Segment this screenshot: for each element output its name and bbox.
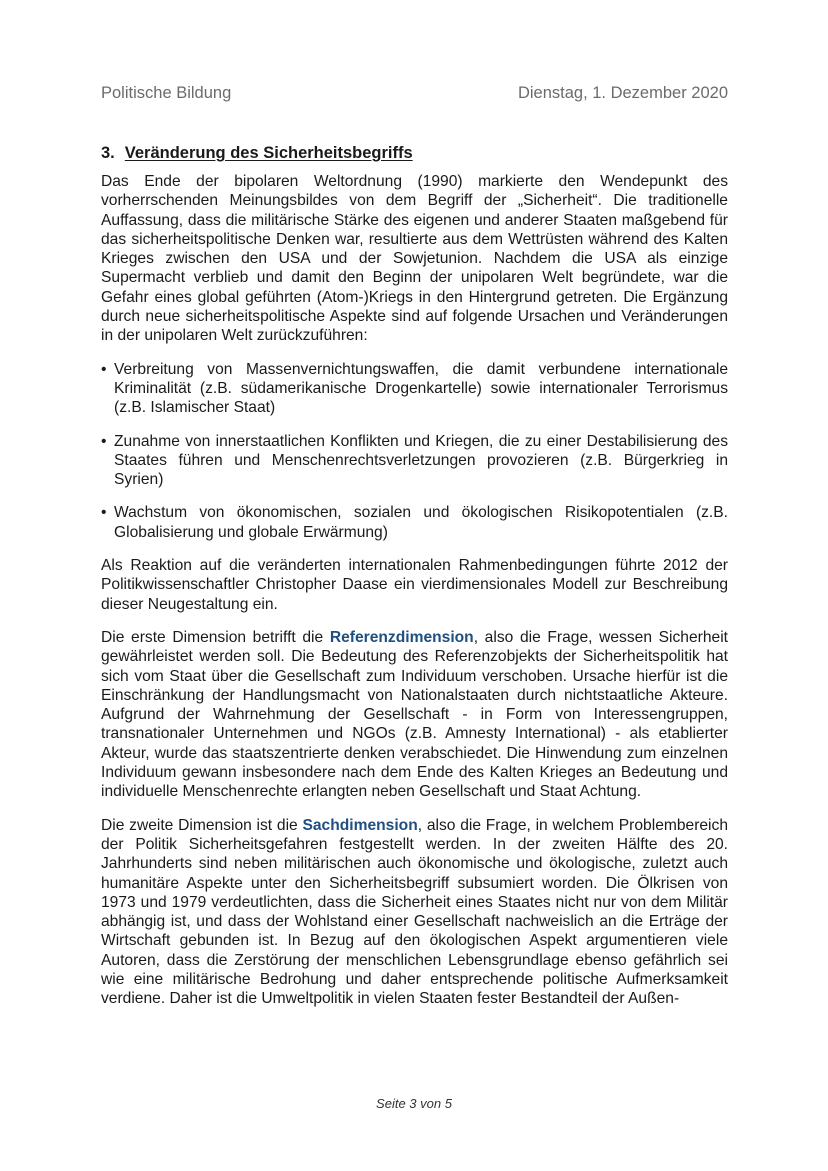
paragraph-text: Die erste Dimension betrifft die bbox=[101, 628, 330, 646]
bullet-marker: • bbox=[101, 360, 107, 378]
page-header bbox=[101, 82, 728, 104]
section-heading bbox=[101, 142, 728, 164]
subject-dimension-paragraph bbox=[101, 816, 728, 1009]
list-item-text: Zunahme von innerstaatlichen Konflikten und Kriegen, die zu einer Destabilisierung des Staates führen und Menschenrechtsverletzungen provozieren (z.B. Bürgerkrieg in Syrien) bbox=[114, 432, 728, 489]
section-title: Veränderung des Sicherheitsbegriffs bbox=[124, 144, 413, 162]
paragraph-text: , also die Frage, wessen Sicherheit gewährleistet werden soll. Die Bedeutung des Referenzobjekts der Sicherheitspolitik hat sich vom Staat über die Gesellschaft zum Individuum verschoben. Ursache hierfür ist die Einschränkung der Handlungsmacht von Nationalstaaten durch nichtstaatliche Akteure. Aufgrund der Wahrnehmung der Gesellschaft - in Form von Interessengruppen, transnationaler Unternehmen und NGOs (z.B. Amnesty International) - als etablierter Akteur, wurde das staatszentrierte denken verabschiedet. Die Hinwendung zum einzelnen Individuum gewann insbesondere nach dem Ende des Kalten Krieges an Bedeutung und individuelle Menschenrechte erlangten neben Gesellschaft und Staat Achtung. bbox=[101, 628, 728, 801]
paragraph-text: , also die Frage, in welchem Problembereich der Politik Sicherheitsgefahren festgestellt werden. In der zweiten Hälfte des 20. Jahrhunderts sind neben militärischen auch ökonomische und ökologische, zuletzt auch humanitäre Aspekte unter den Sicherheitsbegriff subsumiert worden. Die Ölkrisen von 1973 und 1979 verdeutlichten, dass die Sicherheit eines Staates nicht nur von dem Militär abhängig ist, und dass der Wohlstand einer Gesellschaft nachweislich an die Erträge der Wirtschaft gebunden ist. In Bezug auf den ökologischen Aspekt argumentieren viele Autoren, dass die Zerstörung der menschlichen Lebensgrundlage ebenso gefährlich sei wie eine militärische Bedrohung und daher entsprechende politische Aufmerksamkeit verdiene. Daher ist die Umweltpolitik in vielen Staaten fester Bestandteil der Außen- bbox=[101, 816, 728, 1008]
list-item-text: Verbreitung von Massenvernichtungswaffen, die damit verbundene internationale Kriminalität (z.B. südamerikanische Drogenkartelle) sowie internationaler Terrorismus (z.B. Islamischer Staat) bbox=[114, 360, 728, 417]
list-item bbox=[101, 360, 728, 418]
term-highlight: Referenzdimension bbox=[329, 628, 474, 646]
list-item-text: Wachstum von ökonomischen, sozialen und ökologischen Risikopotentialen (z.B. Globalisierung und globale Erwärmung) bbox=[114, 504, 728, 541]
reaction-paragraph: Als Reaktion auf die veränderten internationalen Rahmenbedingungen führte 2012 der Politikwissenschaftler Christopher Daase ein vierdimensionales Modell zur Beschreibung dieser Neugestaltung ein. bbox=[101, 557, 728, 613]
header-date: Dienstag, 1. Dezember 2020 bbox=[517, 84, 728, 102]
cause-list bbox=[101, 360, 728, 542]
section-number: 3. bbox=[101, 144, 115, 162]
intro-paragraph: Das Ende der bipolaren Weltordnung (1990) markierte den Wendepunkt des vorherrschenden Meinungsbildes von dem Begriff der „Sicherheit“. Die traditionelle Auffassung, dass die militärische Stärke des eigenen und anderer Staaten maßgebend für das sicherheitspolitische Denken war, resultierte aus dem Wettrüsten während des Kalten Krieges zwischen den USA und der Sowjetunion. Nachdem die USA als einzige Supermacht verblieb und damit den Beginn der unipolaren Welt begründete, war die Gefahr eines global geführten (Atom-)Kriegs in den Hintergrund getreten. Die Ergänzung durch neue sicherheitspolitische Aspekte sind auf folgende Ursachen und Veränderungen in der unipolaren Welt zurückzuführen: bbox=[101, 173, 728, 345]
header-subject: Politische Bildung bbox=[101, 84, 232, 102]
term-highlight: Sachdimension bbox=[302, 816, 418, 834]
page-number: Seite 3 von 5 bbox=[376, 1096, 452, 1111]
reference-dimension-paragraph bbox=[101, 628, 728, 802]
list-item bbox=[101, 432, 728, 490]
bullet-marker: • bbox=[101, 432, 107, 450]
list-item bbox=[101, 503, 728, 542]
bullet-marker: • bbox=[101, 504, 107, 522]
page-content bbox=[101, 142, 728, 1023]
paragraph-text: Die zweite Dimension ist die bbox=[101, 816, 303, 834]
